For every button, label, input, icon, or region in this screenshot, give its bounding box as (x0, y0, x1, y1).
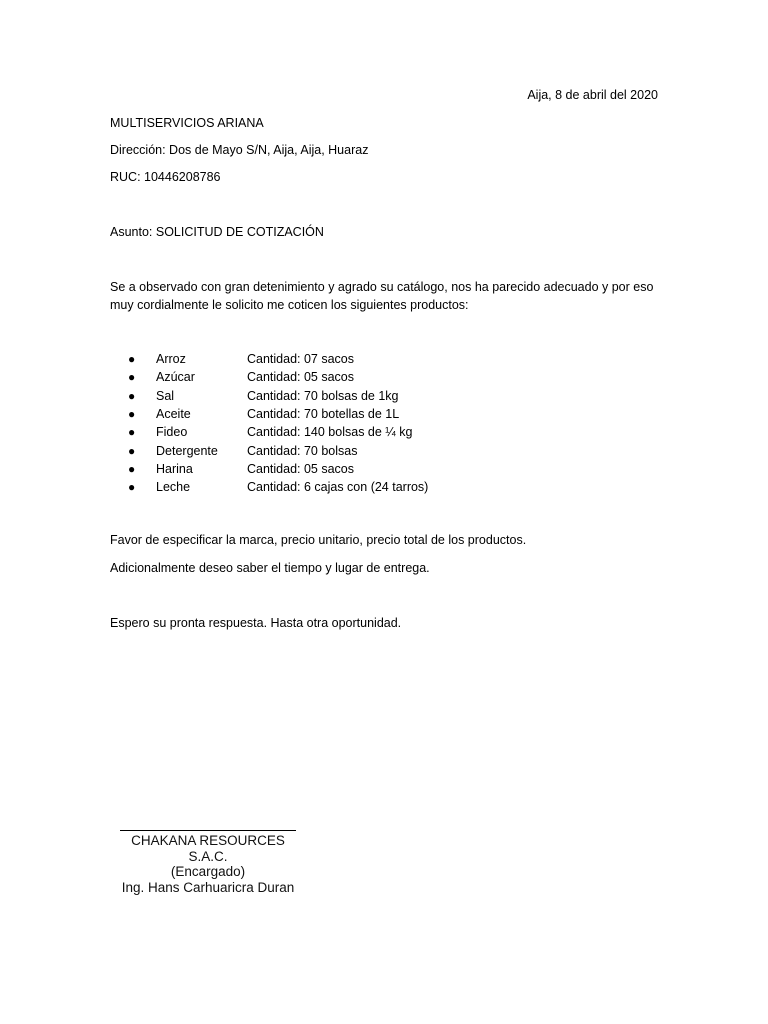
bullet-icon: ● (128, 443, 136, 458)
letter-closing: Espero su pronta respuesta. Hasta otra oportunidad. (110, 616, 402, 630)
product-name: Sal (156, 388, 175, 403)
list-item (128, 423, 428, 441)
product-quantity: Cantidad: 07 sacos (247, 352, 355, 367)
signature-block (110, 820, 306, 895)
signature-company: CHAKANA RESOURCES (131, 833, 285, 848)
list-item (128, 460, 428, 478)
product-name: Leche (156, 480, 191, 495)
recipient-ruc: RUC: 10446208786 (110, 170, 221, 184)
product-quantity: Cantidad: 05 sacos (247, 370, 355, 385)
list-item (128, 350, 428, 368)
bullet-icon: ● (128, 480, 136, 495)
product-list (128, 350, 428, 496)
product-quantity: Cantidad: 05 sacos (247, 461, 355, 476)
product-quantity: Cantidad: 70 bolsas de 1kg (247, 388, 399, 403)
bullet-icon: ● (128, 407, 136, 422)
list-item (128, 405, 428, 423)
signature-role: (Encargado) (170, 864, 246, 879)
request-note: Favor de especificar la marca, precio unitario, precio total de los productos. (110, 533, 527, 547)
list-item (128, 368, 428, 386)
recipient-company: MULTISERVICIOS ARIANA (110, 116, 264, 130)
bullet-icon: ● (128, 425, 136, 440)
list-item (128, 441, 428, 459)
signature-line (120, 820, 296, 831)
product-quantity: Cantidad: 140 bolsas de ¼ kg (247, 425, 413, 440)
product-name: Aceite (156, 407, 191, 422)
letter-date: Aija, 8 de abril del 2020 (527, 88, 658, 102)
product-name: Arroz (156, 352, 186, 367)
bullet-icon: ● (128, 352, 136, 367)
product-name: Fideo (156, 425, 188, 440)
letter-subject: Asunto: SOLICITUD DE COTIZACIÓN (110, 225, 324, 239)
signature-name: Ing. Hans Carhuaricra Duran (121, 879, 295, 895)
product-name: Harina (156, 461, 193, 476)
signature-company-type: S.A.C. (188, 848, 228, 864)
product-name: Detergente (156, 443, 218, 458)
bullet-icon: ● (128, 388, 136, 403)
list-item (128, 387, 428, 405)
bullet-icon: ● (128, 461, 136, 476)
product-name: Azúcar (156, 370, 195, 385)
product-quantity: Cantidad: 70 botellas de 1L (247, 407, 400, 422)
recipient-address: Dirección: Dos de Mayo S/N, Aija, Aija, Huaraz (110, 143, 369, 157)
list-item (128, 478, 428, 496)
product-quantity: Cantidad: 6 cajas con (24 tarros) (247, 480, 429, 495)
bullet-icon: ● (128, 370, 136, 385)
product-quantity: Cantidad: 70 bolsas (247, 443, 358, 458)
delivery-note: Adicionalmente deseo saber el tiempo y lugar de entrega. (110, 561, 430, 575)
letter-intro: Se a observado con gran detenimiento y agrado su catálogo, nos ha parecido adecuado y por eso muy cordialmente le solicito me coticen los siguientes productos: (110, 280, 654, 312)
